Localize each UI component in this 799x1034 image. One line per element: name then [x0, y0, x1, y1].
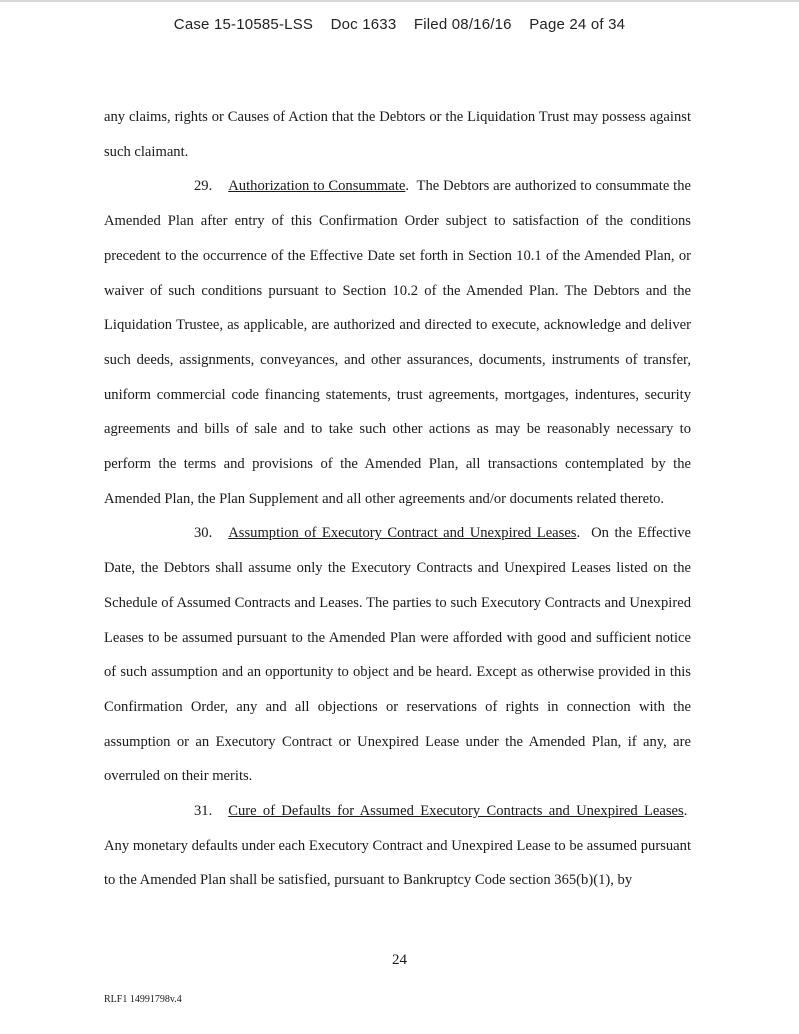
paragraph-heading: Cure of Defaults for Assumed Executory Contracts and Unexpired Leases: [228, 803, 684, 820]
paragraph-number: 29.: [194, 178, 213, 195]
paragraph-intro: any claims, rights or Causes of Action that the Debtors or the Liquidation Trust may possess against such claimant.: [104, 109, 691, 160]
paragraph-text: The Debtors are authorized to consummate the Amended Plan after entry of this Confirmation Order subject to satisfaction of the conditions precedent to the occurrence of the Effective Date set forth in Section 10.1 of the Amended Plan, or waiver of such conditions pursuant to Section 10.2 of the Amended Plan. The Debtors and the Liquidation Trustee, as applicable, are authorized and directed to execute, acknowledge and deliver such deeds, assignments, conveyances, and other assurances, documents, instruments of transfer, uniform commercial code financing statements, trust agreements, mortgages, indentures, security agreements and bills of sale and to take such other actions as may be reasonably necessary to perform the terms and provisions of the Amended Plan, all transactions contemplated by the Amended Plan, the Plan Supplement and all other agreements and/or documents related thereto.: [104, 178, 691, 507]
paragraph-number: 30.: [194, 525, 213, 542]
page-top-edge: [0, 0, 799, 2]
paragraph-heading: Assumption of Executory Contract and Unexpired Leases: [228, 525, 577, 542]
paragraph-text: Any monetary defaults under each Executory Contract and Unexpired Lease to be assumed pursuant to the Amended Plan shall be satisfied, pursuant to Bankruptcy Code section 365(b)(1), by: [104, 837, 691, 889]
case-header: Case 15-10585-LSS Doc 1633 Filed 08/16/16 Page 24 of 34: [173, 16, 626, 33]
paragraph-29: 29. Authorization to Consummate. The Debtors are authorized to consummate the Amended Plan after entry of this Confirmation Order subject to satisfaction of the conditions precedent to the occurrence of the Effective Date set forth in Section 10.1 of the Amended Plan, or waiver of such conditions pursuant to Section 10.2 of the Amended Plan. The Debtors and the Liquidation Trustee, as applicable, are authorized and directed to execute, acknowledge and deliver such deeds, assignments, conveyances, and other assurances, documents, instruments of transfer, uniform commercial code financing statements, trust agreements, mortgages, indentures, security agreements and bills of sale and to take such other actions as may be reasonably necessary to perform the terms and provisions of the Amended Plan, all transactions contemplated by the Amended Plan, the Plan Supplement and all other agreements and/or documents related thereto.: [104, 169, 691, 516]
document-body: [104, 100, 691, 898]
page-number: 24: [392, 952, 407, 968]
paragraph-30: 30. Assumption of Executory Contract and Unexpired Leases. On the Effective Date, the Debtors shall assume only the Executory Contracts and Unexpired Leases listed on the Schedule of Assumed Contracts and Leases. The parties to such Executory Contracts and Unexpired Leases to be assumed pursuant to the Amended Plan were afforded with good and sufficient notice of such assumption and an opportunity to object and be heard. Except as otherwise provided in this Confirmation Order, any and all objections or reservations of rights in connection with the assumption or an Executory Contract or Unexpired Lease under the Amended Plan, if any, are overruled on their merits.: [104, 516, 691, 794]
paragraph-heading: Authorization to Consummate: [228, 178, 406, 195]
paragraph-text: On the Effective Date, the Debtors shall assume only the Executory Contracts and Unexpired Leases listed on the Schedule of Assumed Contracts and Leases. The parties to such Executory Contracts and Unexpired Leases to be assumed pursuant to the Amended Plan were afforded with good and sufficient notice of such assumption and an opportunity to object and be heard. Except as otherwise provided in this Confirmation Order, any and all objections or reservations of rights in connection with the assumption or an Executory Contract or Unexpired Lease under the Amended Plan, if any, are overruled on their merits.: [104, 525, 691, 785]
document-id: RLF1 14991798v.4: [104, 994, 182, 1005]
paragraph-31: 31. Cure of Defaults for Assumed Executory Contracts and Unexpired Leases. Any monetary defaults under each Executory Contract and Unexpired Lease to be assumed pursuant to the Amended Plan shall be satisfied, pursuant to Bankruptcy Code section 365(b)(1), by: [104, 794, 691, 898]
paragraph-number: 31.: [194, 803, 213, 820]
